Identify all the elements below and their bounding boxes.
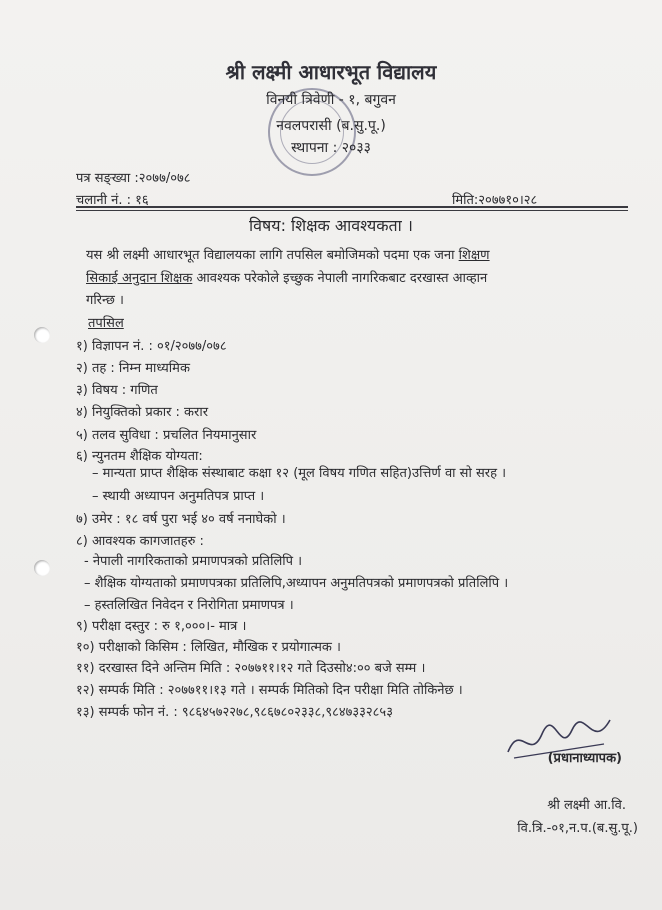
- signatory-title: (प्रधानाध्यापक): [547, 751, 622, 766]
- intro-line-3: गरिन्छ ।: [86, 293, 124, 308]
- list-item: ३) विषय : गणित: [76, 383, 158, 398]
- established-year: स्थापना : २०३३: [291, 140, 371, 156]
- list-item: – शैक्षिक योग्यताको प्रमाणपत्रका प्रतिलिपि,अध्यापन अनुमतिपत्रको प्रमाणपत्रको प्रतिलिपि ।: [84, 576, 509, 591]
- address-line-1: विनयी त्रिवेणी - १, बगुवन: [266, 92, 396, 108]
- letter-subject: विषय: शिक्षक आवश्यकता ।: [249, 216, 413, 235]
- school-name: श्री लक्ष्मी आधारभूत विद्यालय: [225, 60, 437, 84]
- list-item: – स्थायी अध्यापन अनुमतिपत्र प्राप्त ।: [92, 489, 265, 504]
- list-item: ५) तलव सुविधा : प्रचलित नियमानुसार: [76, 428, 257, 443]
- details-heading: तपसिल: [88, 316, 124, 331]
- signatory-address: वि.त्रि.-०१,न.प.(ब.सु.पू.): [517, 821, 638, 836]
- address-line-2: नवलपरासी (ब.सु.पू.): [276, 118, 386, 134]
- list-item: ११) दरखास्त दिने अन्तिम मिति : २०७७११।१२ गते दिउसो४:०० बजे सम्म ।: [76, 661, 426, 676]
- punch-hole: [34, 327, 50, 343]
- intro-line-1: [86, 245, 586, 263]
- list-item: ४) नियुक्तिको प्रकार : करार: [76, 405, 209, 420]
- dispatch-number: चलानी नं. : १६: [76, 193, 149, 208]
- intro-text: आवश्यक परेकोले इच्छुक नेपाली नागरिकबाट दरखास्त आव्हान: [192, 271, 488, 286]
- header-divider: [76, 206, 628, 208]
- list-item: – मान्यता प्राप्त शैक्षिक संस्थाबाट कक्षा १२ (मूल विषय गणित सहित)उत्तिर्ण वा सो सरह ।: [92, 466, 507, 481]
- list-item: – हस्तलिखित निवेदन र निरोगिता प्रमाणपत्र ।: [84, 598, 294, 613]
- list-item: ६) न्युनतम शैक्षिक योग्यता:: [76, 449, 203, 464]
- list-item: - नेपाली नागरिकताको प्रमाणपत्रको प्रतिलिपि ।: [84, 554, 303, 569]
- intro-line-2: [86, 268, 586, 286]
- list-item: ८) आवश्यक कागजातहरु :: [76, 534, 204, 549]
- list-item: १०) परीक्षाको किसिम : लिखित, मौखिक र प्रयोगात्मक ।: [76, 640, 341, 655]
- list-item: २) तह : निम्न माध्यमिक: [76, 361, 190, 376]
- header-divider-thin: [76, 210, 628, 211]
- reference-number: पत्र सङ्ख्या :२०७७/०७८: [76, 171, 191, 186]
- list-item: १) विज्ञापन नं. : ०१/२०७७/०७८: [76, 339, 227, 354]
- list-item: ९) परीक्षा दस्तुर : रु १,०००।- मात्र ।: [76, 619, 247, 634]
- list-item: १२) सम्पर्क मिति : २०७७११।१३ गते । सम्पर्क मितिको दिन परीक्षा मिति तोकिनेछ ।: [76, 683, 463, 698]
- intro-underlined-text: सिकाई अनुदान शिक्षक: [86, 271, 193, 286]
- intro-underlined-text: शिक्षण: [458, 248, 490, 263]
- list-item: १३) सम्पर्क फोन नं. : ९८६४५७२२७८,९८६७८०२३३८,९८४७३३२८५३: [76, 705, 393, 720]
- intro-text: यस श्री लक्ष्मी आधारभूत विद्यालयका लागि तपसिल बमोजिमको पदमा एक जना: [86, 248, 459, 263]
- punch-hole: [34, 560, 50, 576]
- signatory-school: श्री लक्ष्मी आ.वि.: [547, 798, 626, 813]
- letter-date: मिति:२०७७१०।२८: [452, 193, 538, 208]
- list-item: ७) उमेर : १८ वर्ष पुरा भई ४० वर्ष ननाघेको ।: [76, 512, 286, 527]
